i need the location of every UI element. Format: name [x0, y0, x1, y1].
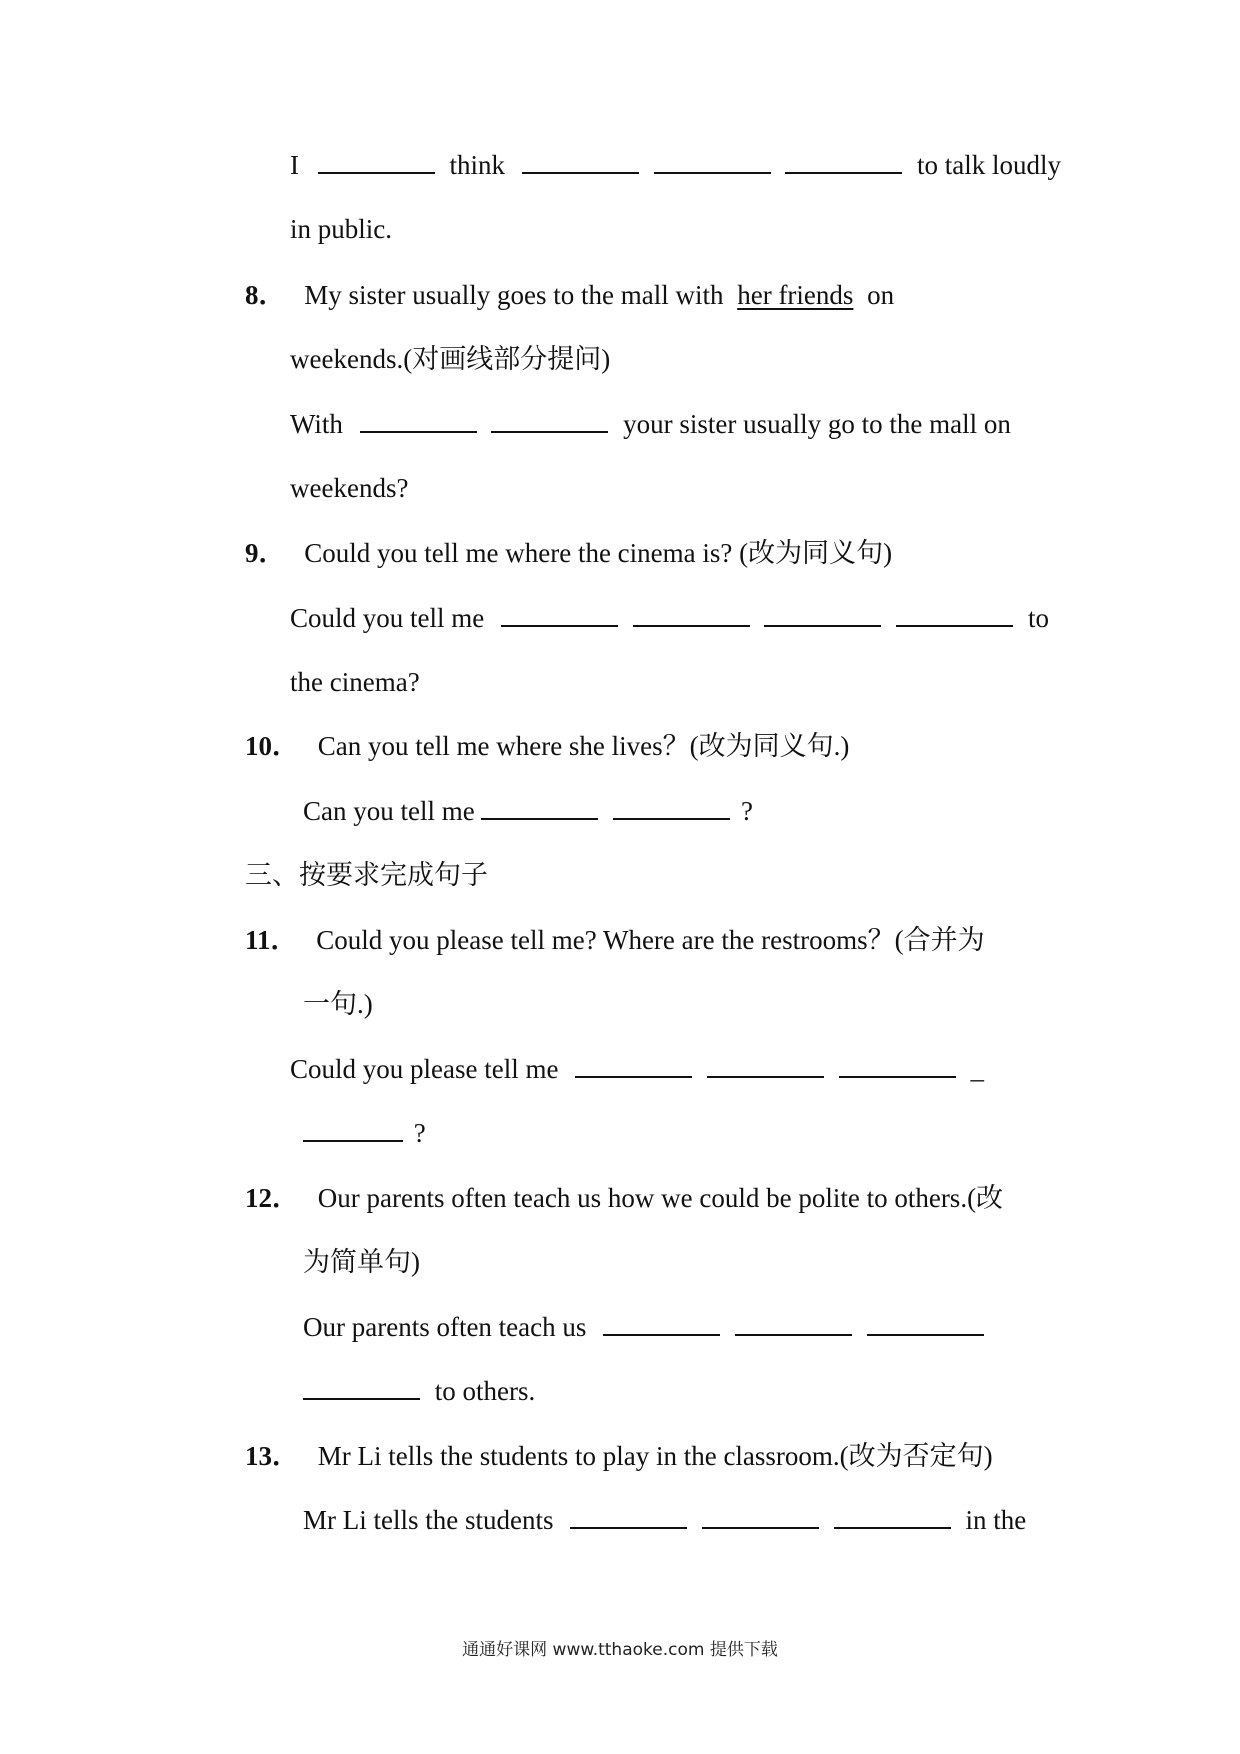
answer-blank[interactable]	[303, 1140, 403, 1142]
q10-text: Can you tell me where she lives？(改为同义句.)	[317, 731, 850, 761]
q11-answer-underscore: _	[970, 1054, 984, 1084]
q9-answer-tail: to	[1027, 603, 1049, 633]
q9-answer-line2	[290, 665, 420, 699]
answer-blank[interactable]	[603, 1334, 720, 1336]
q11-instruction-end: 一句.)	[303, 989, 373, 1019]
answer-blank[interactable]	[839, 1076, 956, 1078]
q13-answer-line	[303, 1503, 1026, 1537]
q8-answer-tail: your sister usually go to the mall on	[623, 409, 1011, 439]
q12-text: Our parents often teach us how we could be polite to others.(改	[317, 1183, 1004, 1213]
answer-blank[interactable]	[735, 1334, 852, 1336]
answer-blank[interactable]	[702, 1527, 819, 1529]
q11-answer-line2	[303, 1116, 426, 1150]
q13-text: Mr Li tells the students to play in the classroom.(改为否定句)	[317, 1441, 993, 1471]
q8-answer-line2	[290, 471, 408, 505]
answer-blank[interactable]	[834, 1527, 951, 1529]
q9-text: Could you tell me where the cinema is? (改为同义句)	[304, 538, 893, 568]
q12-answer-line	[303, 1310, 984, 1344]
answer-blank[interactable]	[654, 172, 771, 174]
q8-text-b: on	[867, 280, 895, 310]
q11-text: Could you please tell me? Where are the restrooms？(合并为	[316, 925, 985, 955]
q10-prompt	[245, 729, 849, 763]
q13-answer-tail: in the	[965, 1505, 1027, 1535]
answer-blank[interactable]	[481, 818, 598, 820]
q8-prompt	[245, 278, 894, 312]
q10-answer-line	[303, 794, 753, 828]
q8-answer-start: With	[290, 409, 343, 439]
q9-answer-start: Could you tell me	[290, 603, 485, 633]
q10-answer-tail: ?	[740, 796, 753, 826]
q12-prompt	[245, 1181, 1003, 1215]
section-title: 三、按要求完成句子	[245, 860, 488, 890]
q8-text-a: My sister usually goes to the mall with	[304, 280, 724, 310]
q11-answer-end: ?	[413, 1118, 426, 1148]
answer-blank[interactable]	[318, 172, 435, 174]
q9-number: 9．	[245, 538, 286, 568]
answer-blank[interactable]	[867, 1334, 984, 1336]
q8-instruction: weekends.(对画线部分提问)	[290, 344, 611, 374]
q8-answer-line	[290, 407, 1011, 441]
q9-answer-end: the cinema?	[290, 667, 420, 697]
page-footer: 通通好课网 www.tthaoke.com 提供下载	[462, 1640, 778, 1660]
answer-blank[interactable]	[491, 431, 608, 433]
answer-blank[interactable]	[896, 625, 1013, 627]
q10-answer-start: Can you tell me	[303, 796, 475, 826]
answer-blank[interactable]	[764, 625, 881, 627]
q7-answer-line2	[290, 212, 392, 246]
answer-blank[interactable]	[522, 172, 639, 174]
q11-answer-start: Could you please tell me	[290, 1054, 559, 1084]
answer-blank[interactable]	[613, 818, 730, 820]
answer-blank[interactable]	[360, 431, 477, 433]
q9-answer-line	[290, 601, 1049, 635]
q7-answer-line	[290, 148, 1061, 182]
q12-answer-end: to others.	[434, 1376, 536, 1406]
answer-blank[interactable]	[575, 1076, 692, 1078]
q13-prompt	[245, 1439, 993, 1473]
q11-prompt-line2	[303, 987, 373, 1021]
q11-number: 11．	[245, 925, 298, 955]
q13-number: 13．	[245, 1441, 299, 1471]
q12-instruction-end: 为简单句)	[303, 1247, 420, 1277]
q8-number: 8．	[245, 280, 286, 310]
q12-answer-start: Our parents often teach us	[303, 1312, 587, 1342]
answer-blank[interactable]	[707, 1076, 824, 1078]
q7-word-i: I	[290, 150, 299, 180]
q11-answer-line	[290, 1052, 984, 1086]
q13-answer-start: Mr Li tells the students	[303, 1505, 554, 1535]
q9-prompt	[245, 536, 892, 570]
answer-blank[interactable]	[570, 1527, 687, 1529]
q12-prompt-line2	[303, 1245, 420, 1279]
answer-blank[interactable]	[785, 172, 902, 174]
q8-underlined-phrase: her friends	[737, 280, 854, 310]
q12-answer-line2	[303, 1374, 535, 1408]
answer-blank[interactable]	[303, 1398, 420, 1400]
q11-prompt	[245, 923, 985, 957]
q8-answer-end: weekends?	[290, 473, 409, 503]
answer-blank[interactable]	[633, 625, 750, 627]
q7-tail: to talk loudly	[917, 150, 1062, 180]
answer-blank[interactable]	[501, 625, 618, 627]
q7-word-think: think	[449, 150, 506, 180]
q10-number: 10．	[245, 731, 299, 761]
q7-line2-text: in public.	[290, 214, 392, 244]
q8-prompt-line2	[290, 342, 610, 376]
section-heading	[245, 858, 488, 892]
q12-number: 12．	[245, 1183, 299, 1213]
